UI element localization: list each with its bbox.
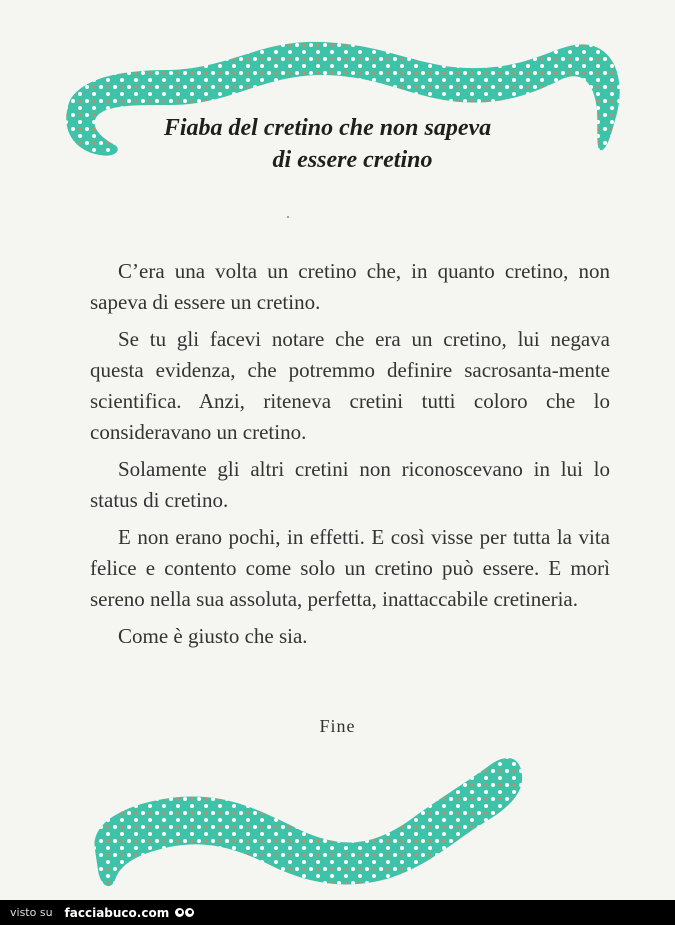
paragraph-4: E non erano pochi, in effetti. E così visse per tutta la vita felice e contento come solo un cretino può essere. E morì sereno nella sua assoluta, perfetta, inattaccabile cretineria. (90, 525, 610, 611)
googly-eyes-icon (175, 908, 194, 917)
paragraph-3: Solamente gli altri cretini non riconoscevano in lui lo status di cretino. (90, 457, 610, 512)
story-title (0, 112, 675, 176)
paragraph-5: Come è giusto che sia. (118, 624, 308, 648)
title-line-1: Fiaba del cretino che non sapeva (163, 115, 492, 141)
footer-bar (0, 900, 675, 925)
paragraph-1: C’era una volta un cretino che, in quanto cretino, non sapeva di essere un cretino. (90, 259, 610, 314)
footer-visto-label: visto su (10, 906, 53, 919)
story-ending: Fine (319, 716, 356, 736)
footer-site-link[interactable]: facciabuco.com (64, 905, 170, 920)
page-speck (287, 216, 289, 218)
bottom-decorative-swirl (0, 740, 675, 900)
title-line-2: di essere cretino (272, 147, 433, 173)
paragraph-2: Se tu gli facevi notare che era un cretino, lui negava questa evidenza, che potremmo definire sacrosanta-mente scientifica. Anzi, riteneva cretini tutti coloro che lo consideravano un cretino. (90, 327, 610, 444)
story-body (90, 256, 610, 658)
